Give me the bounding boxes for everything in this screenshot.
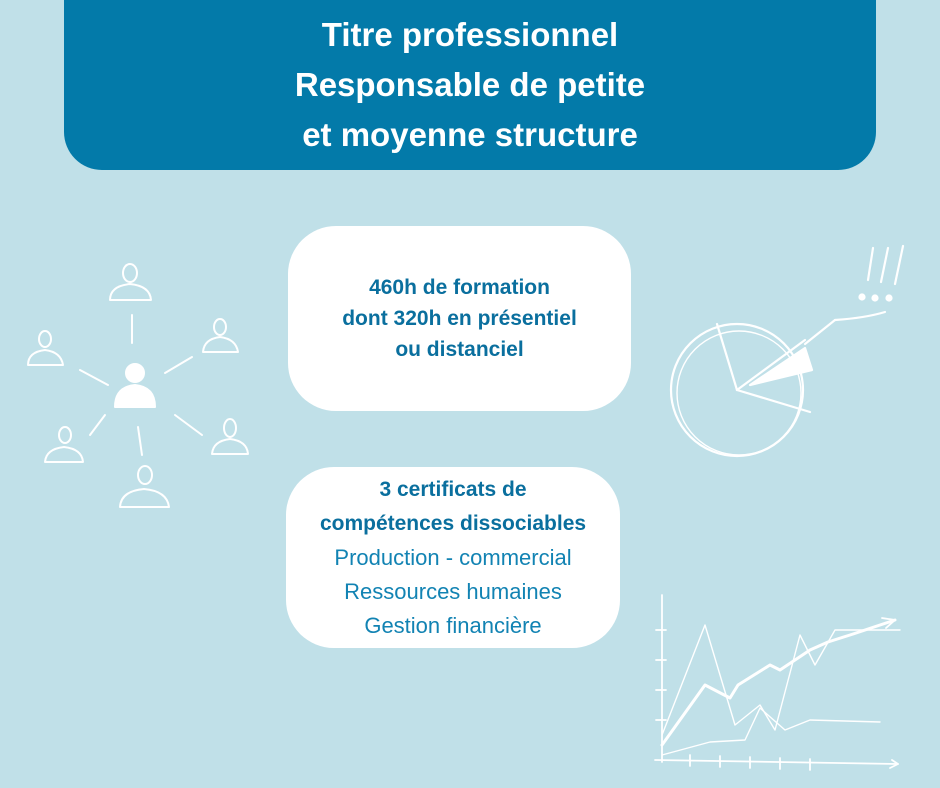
pie-chart-icon: [665, 240, 915, 470]
certificat-item-3: Gestion financière: [364, 612, 542, 638]
line-chart-icon: [650, 590, 910, 770]
formation-line-2: dont 320h en présentiel: [342, 307, 577, 330]
certificats-card: [286, 467, 620, 648]
title-line-1: Titre professionnel: [321, 16, 619, 53]
title-line-2: Responsable de petite: [294, 66, 646, 103]
title-line-3: et moyenne structure: [302, 116, 638, 153]
title-banner: [64, 0, 876, 170]
certificats-title-1: 3 certificats de: [379, 477, 527, 501]
certificat-item-1: Production - commercial: [334, 544, 572, 570]
formation-card: [288, 226, 631, 411]
certificats-title-2: compétences dissociables: [319, 511, 587, 535]
network-people-icon: [20, 255, 260, 520]
formation-line-1: 460h de formation: [369, 276, 550, 299]
formation-line-3: ou distanciel: [395, 338, 524, 361]
certificat-item-2: Ressources humaines: [344, 578, 562, 604]
